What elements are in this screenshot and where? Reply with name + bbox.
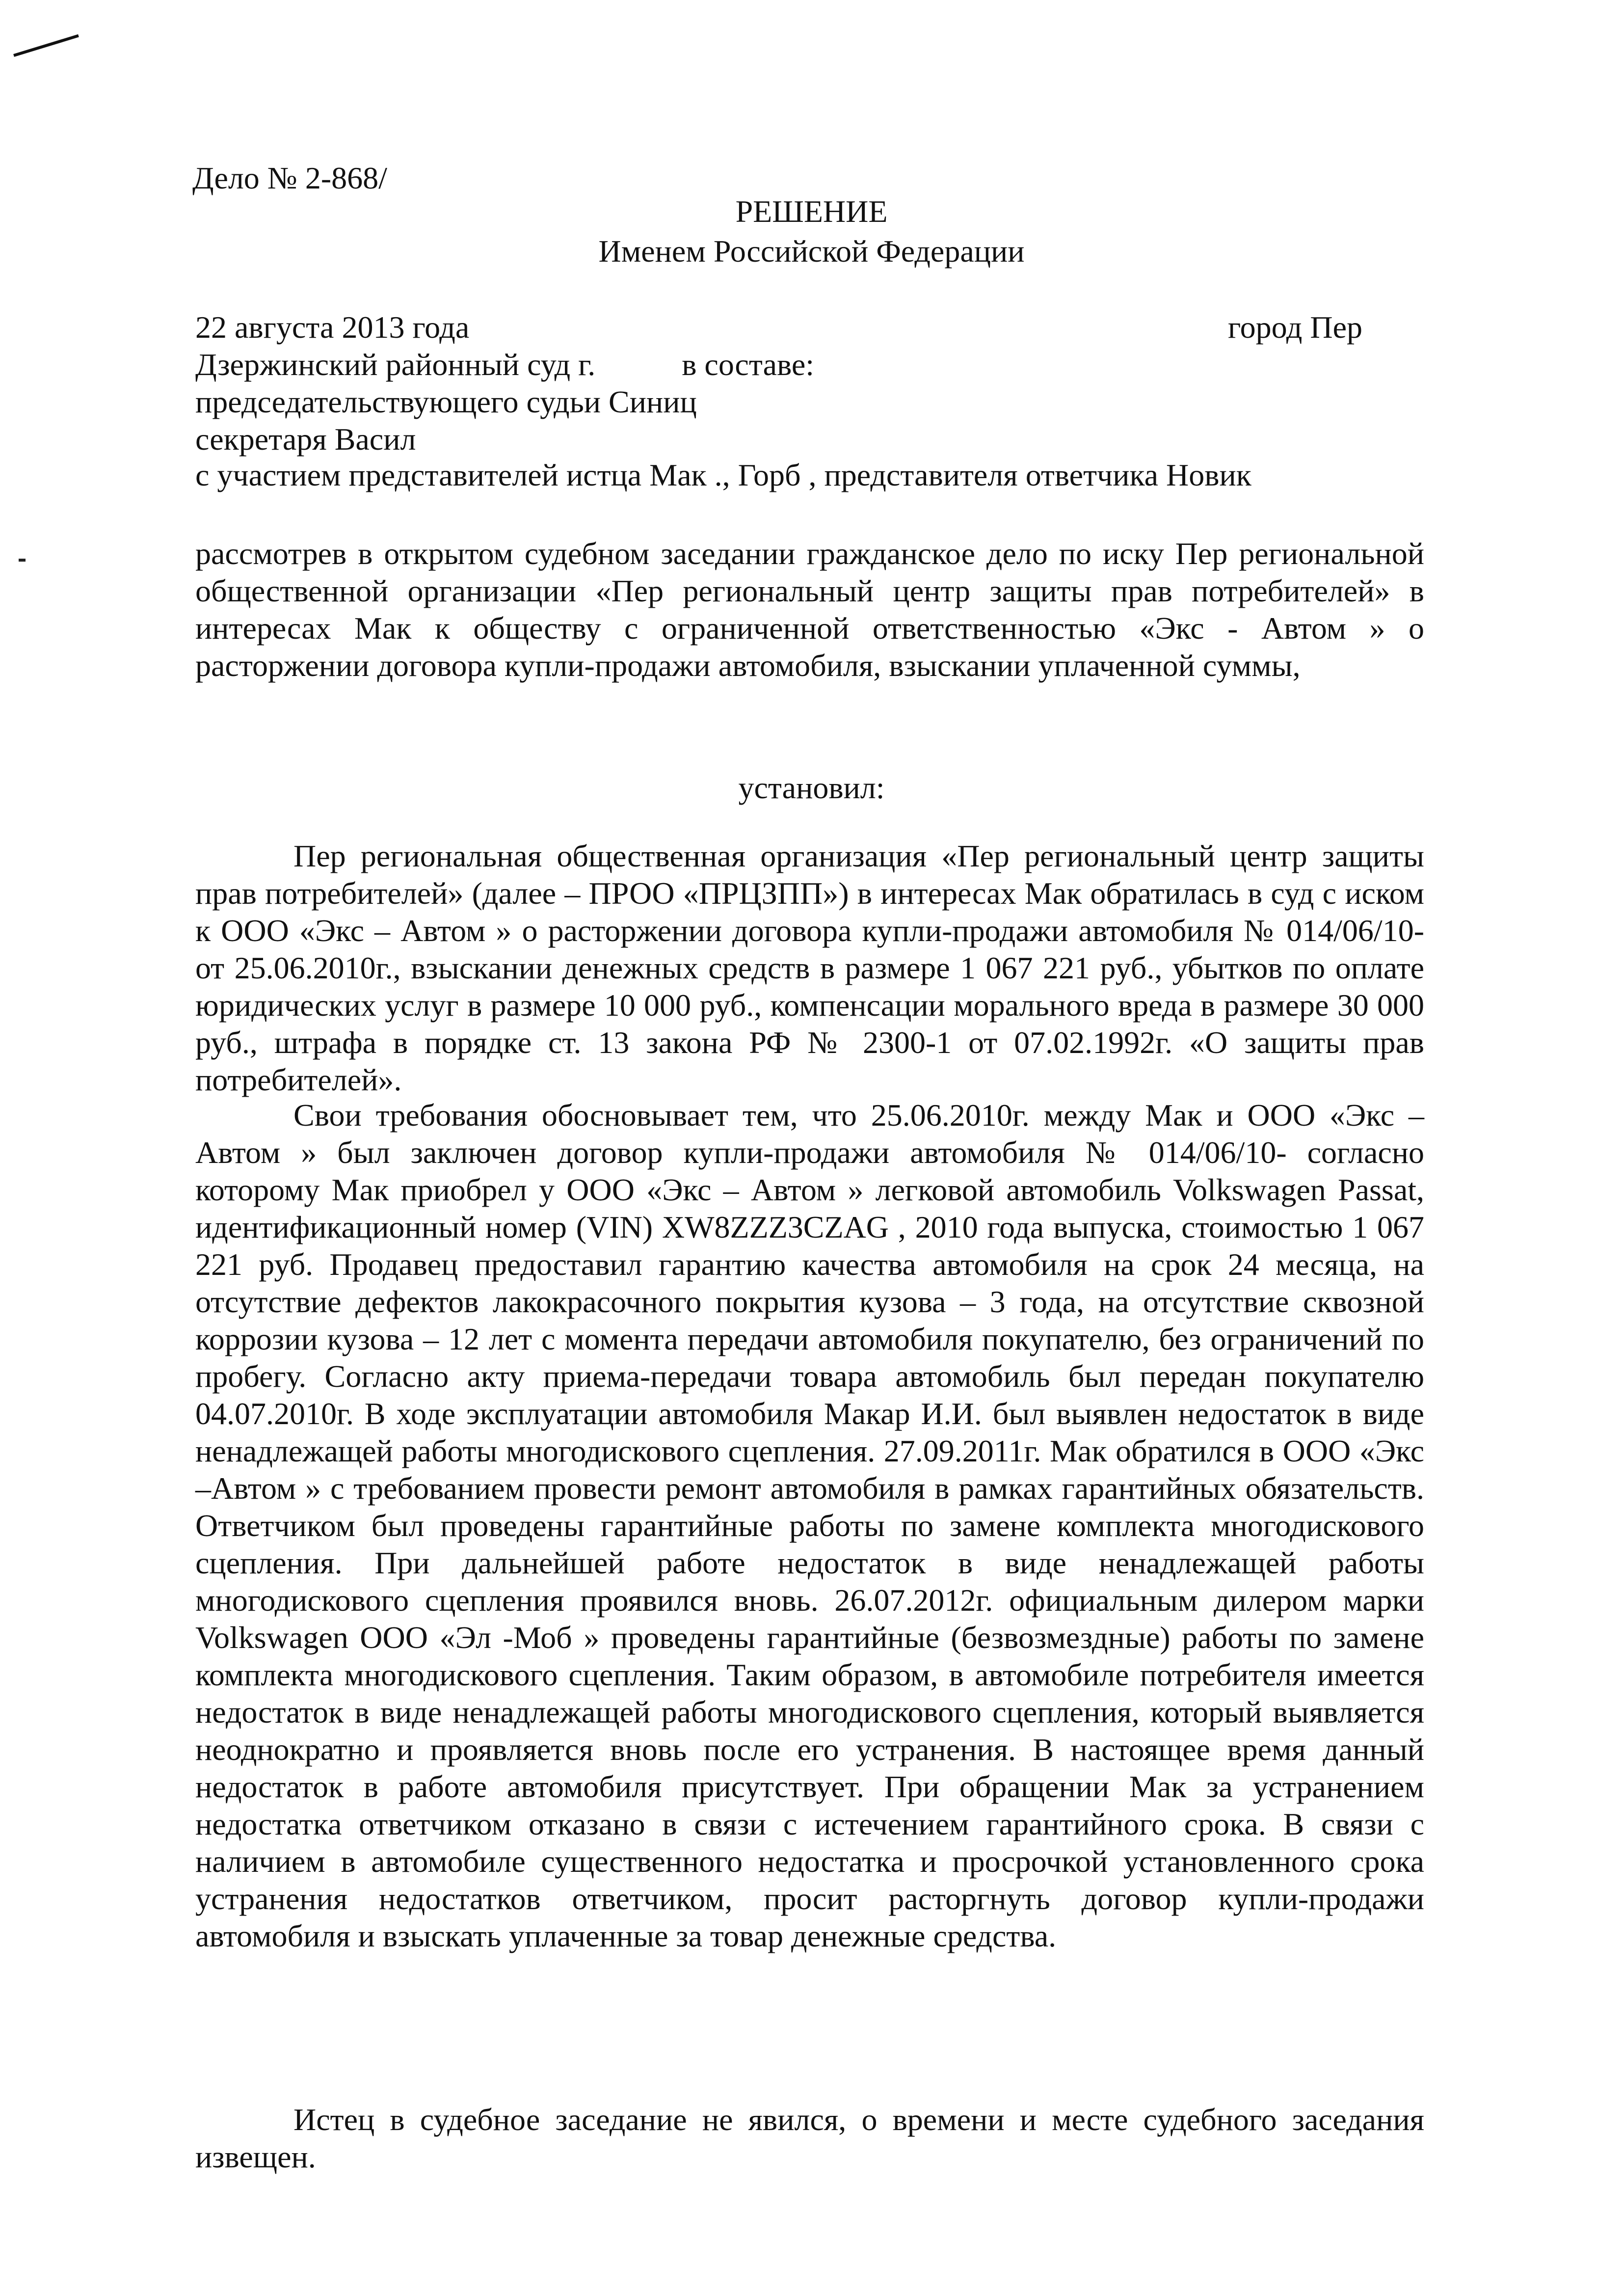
- decision-city: город Пер: [1228, 310, 1362, 345]
- document-subtitle: Именем Российской Федерации: [598, 234, 1025, 269]
- case-considered-text: рассмотрев в открытом судебном заседании гражданское дело по иску Пер региональной общественной организации «Пер региональный центр защиты прав потребителей» в интересах Мак к обществу с ограниченной ответственностью «Экс - Автом » о расторжении договора купли-продажи автомобиля, взыскании уплаченной суммы,: [195, 536, 1424, 683]
- decision-date: 22 августа 2013 года: [195, 310, 470, 345]
- judge-line: председательствующего судьи Синиц: [195, 384, 697, 419]
- paragraph-grounds: Свои требования обосновывает тем, что 25.06.2010г. между Мак и ООО «Экс –Автом » был заключен договор купли-продажи автомобиля № 014/06/10- согласно которому Мак приобрел у ООО «Экс – Автом » легковой автомобиль Volkswagen Passat, идентификационный номер (VIN) XW8ZZZ3CZAG , 2010 года выпуска, стоимостью 1 067 221 руб. Продавец предоставил гарантию качества автомобиля на срок 24 месяца, на отсутствие дефектов лакокрасочного покрытия кузова – 3 года, на отсутствие сквозной коррозии кузова – 12 лет с момента передачи автомобиля покупателю, без ограничений по пробегу. Согласно акту приема-передачи товара автомобиль был передан покупателю 04.07.2010г. В ходе эксплуатации автомобиля Макар И.И. был выявлен недостаток в виде ненадлежащей работы многодискового сцепления. 27.09.2011г. Мак обратился в ООО «Экс –Автом » с требованием провести ремонт автомобиля в рамках гарантийных обязательств. Ответчиком был проведены гарантийные работы по замене комплекта многодискового сцепления. При дальнейшей работе недостаток в виде ненадлежащей работы многодискового сцепления проявился вновь. 26.07.2012г. официальным дилером марки Volkswagen ООО «Эл -Моб » проведены гарантийные (безвозмездные) работы по замене комплекта многодискового сцепления. Таким образом, в автомобиле потребителя имеется недостаток в виде ненадлежащей работы многодискового сцепления, который выявляется неоднократно и проявляется вновь после его устранения. В настоящее время данный недостаток в работе автомобиля присутствует. При обращении Мак за устранением недостатка ответчиком отказано в связи с истечением гарантийного срока. В связи с наличием в автомобиле существенного недостатка и просрочкой установленного срока устранения недостатков ответчиком, просит расторгнуть договор купли-продажи автомобиля и взыскать уплаченные за товар денежные средства.: [195, 1098, 1424, 1953]
- secretary-line: секретаря Васил: [195, 422, 416, 457]
- court-line: Дзержинский районный суд г. в составе:: [195, 347, 814, 382]
- paragraph-claim: Пер региональная общественная организация «Пер региональный центр защиты прав потребителей» (далее – ПРОО «ПРЦЗПП») в интересах Мак обратилась в суд с иском к ООО «Экс – Автом » о расторжении договора купли-продажи автомобиля № 014/06/10- от 25.06.2010г., взыскании денежных средств в размере 1 067 221 руб., убытков по оплате юридических услуг в размере 10 000 руб., компенсации морального вреда в размере 30 000 руб., штрафа в порядке ст. 13 закона РФ № 2300-1 от 07.02.1992г. «О защиты прав потребителей».: [195, 838, 1424, 1097]
- participants-text: с участием представителей истца Мак ., Горб , представителя ответчика Новик: [195, 458, 1251, 492]
- section-heading: установил:: [738, 770, 885, 805]
- margin-pen-mark: [13, 34, 79, 57]
- document-title: РЕШЕНИЕ: [735, 194, 888, 229]
- case-number: Дело № 2-868/: [192, 161, 387, 195]
- margin-dot-mark: [19, 559, 26, 562]
- paragraph-plaintiff-absent: Истец в судебное заседание не явился, о времени и месте судебного заседания извещен.: [195, 2102, 1424, 2174]
